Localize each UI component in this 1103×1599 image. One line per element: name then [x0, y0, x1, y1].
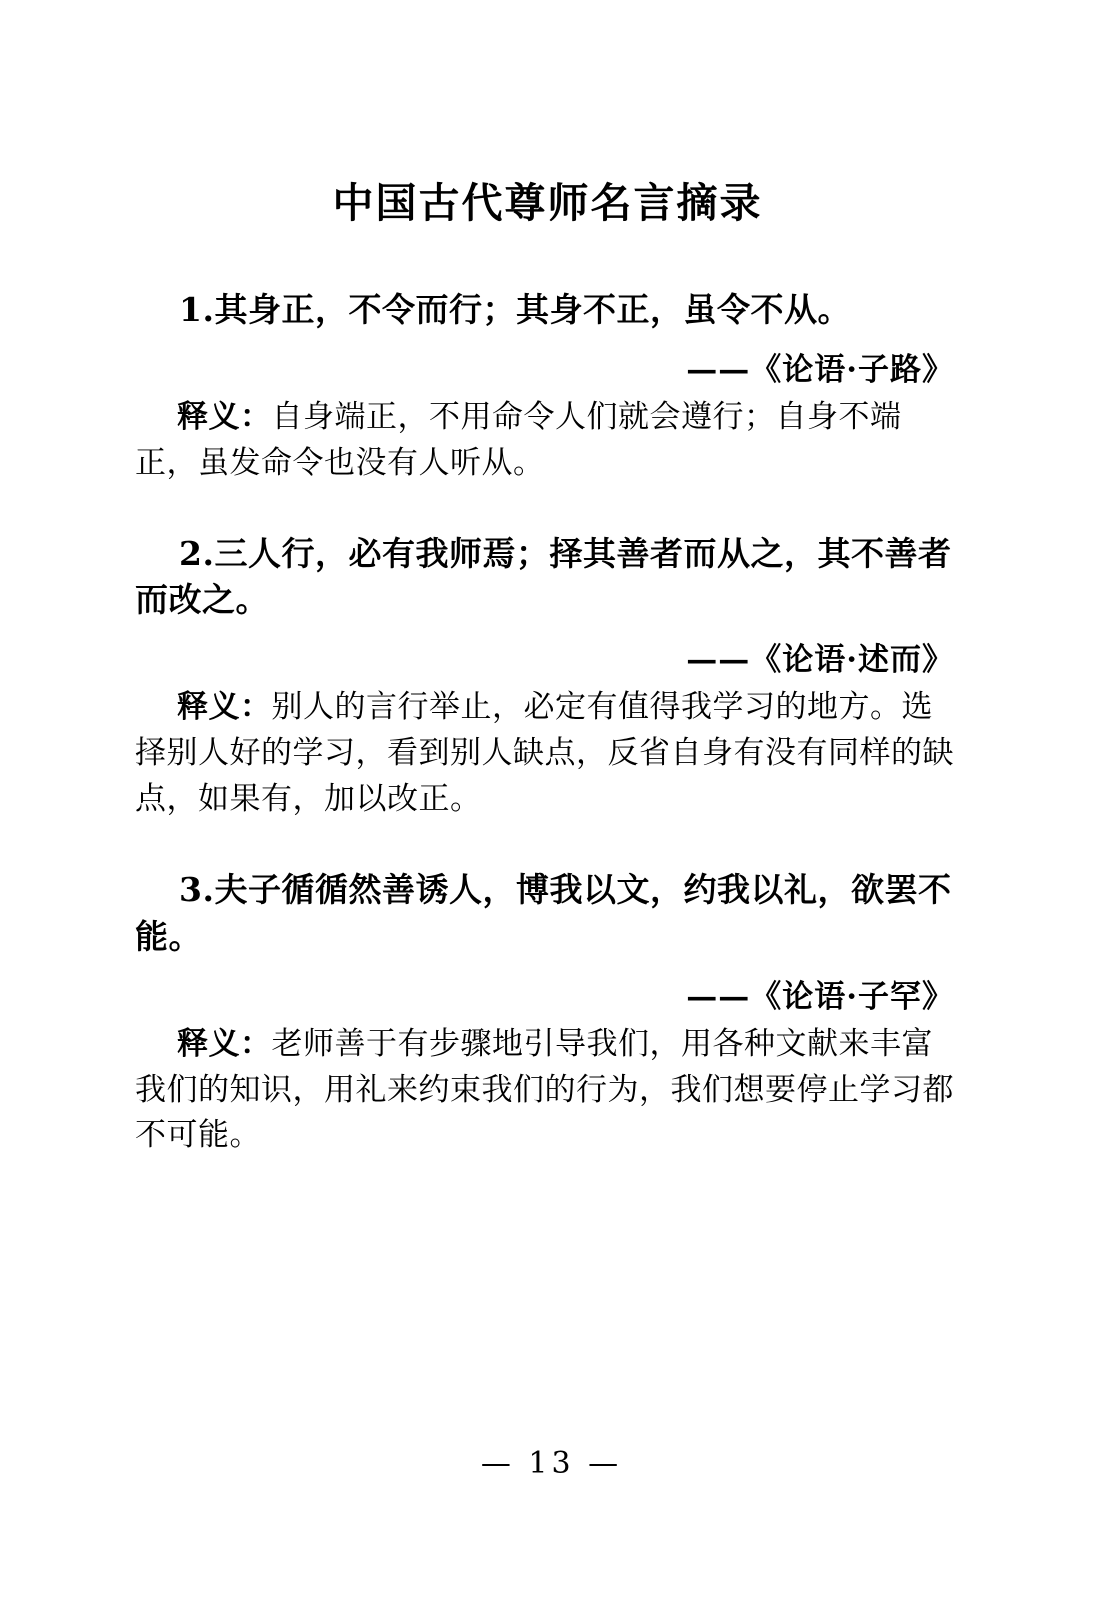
quote-source: ——《论语·述而》 [686, 642, 954, 679]
quote-entry-3 [135, 867, 960, 1159]
quote-gloss [135, 395, 960, 487]
quote-source: ——《论语·子罕》 [686, 978, 954, 1015]
gloss-label: 释义： [177, 398, 272, 435]
gloss-text: 别人的言行举止，必定有值得我学习的地方。选择别人好的学习，看到别人缺点，反省自身有没有同样的缺点，如果有，加以改正。 [135, 689, 954, 818]
quote-gloss [135, 1022, 960, 1160]
page-title: 中国古代尊师名言摘录 [332, 179, 763, 227]
quote-text: 3.夫子循循然善诱人，博我以文，约我以礼，欲罢不能。 [135, 869, 952, 956]
quote-text: 1.其身正，不令而行；其身不正，虽令不从。 [179, 290, 851, 329]
quote-gloss [135, 685, 960, 823]
quote-source: ——《论语·子路》 [686, 351, 954, 388]
gloss-text: 老师善于有步骤地引导我们，用各种文献来丰富我们的知识，用礼来约束我们的行为，我们想要停止学习都不可能。 [135, 1025, 954, 1154]
quote-text: 2.三人行，必有我师焉；择其善者而从之，其不善者而改之。 [135, 533, 952, 620]
page-number: — 13 — [480, 1446, 623, 1481]
gloss-text: 自身端正，不用命令人们就会遵行；自身不端正，虽发命令也没有人听从。 [135, 398, 902, 481]
quote-entry-2 [135, 531, 960, 823]
page-content [135, 170, 960, 1203]
gloss-label: 释义： [177, 1025, 272, 1062]
gloss-label: 释义： [177, 689, 272, 726]
quote-entry-1 [135, 287, 960, 487]
